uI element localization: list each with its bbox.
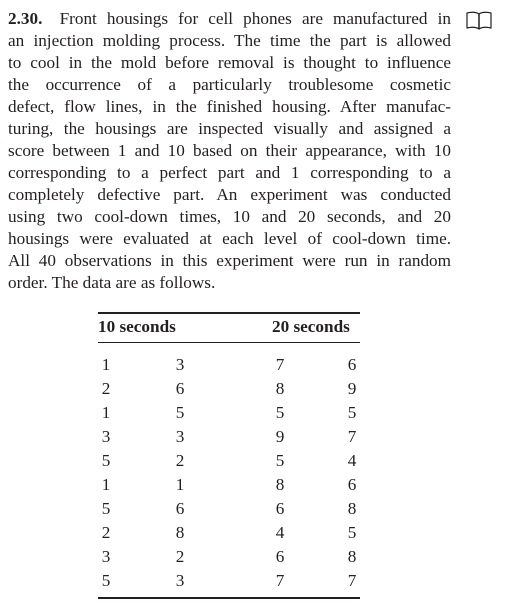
table-cell: 3 [175, 427, 185, 446]
table-bottom-rule [98, 597, 360, 599]
problem-line-text: an injection molding process. The time the part is allowed [8, 31, 451, 50]
problem-line-text: defect, flow lines, in the finished housing. After manufac- [8, 97, 451, 116]
table-cell: 7 [347, 571, 357, 590]
table-cell: 2 [101, 523, 111, 542]
problem-line [8, 52, 451, 74]
table-cell: 3 [175, 355, 185, 374]
table-cell: 6 [347, 475, 357, 494]
table-cell: 6 [347, 355, 357, 374]
table-cell: 1 [175, 475, 185, 494]
table-cell: 3 [175, 571, 185, 590]
problem-line-text: order. The data are as follows. [8, 273, 216, 292]
problem-line-text: corresponding to a perfect part and 1 corresponding to a [8, 163, 451, 182]
table-cell: 5 [101, 451, 111, 470]
table-cell: 5 [347, 403, 357, 422]
table-cell: 9 [275, 427, 285, 446]
problem-line-text: score between 1 and 10 based on their appearance, with 10 [8, 141, 451, 160]
problem-line [8, 228, 451, 250]
table-cell: 2 [101, 379, 111, 398]
problem-line-text: the occurrence of a particularly troublesome cosmetic [8, 75, 451, 94]
table-cell: 4 [347, 451, 357, 470]
header-20-seconds: 20 seconds [272, 317, 350, 336]
table-header-rule [98, 342, 360, 343]
table-cell: 5 [101, 499, 111, 518]
table-cell: 7 [347, 427, 357, 446]
problem-line [8, 74, 451, 96]
problem-number: 2.30. [8, 9, 43, 28]
table-cell: 8 [347, 499, 357, 518]
problem-line-text: turing, the housings are inspected visually and assigned a [8, 119, 451, 138]
table-cell: 2 [175, 547, 185, 566]
problem-line [8, 118, 451, 140]
problem-line-text: completely defective part. An experiment was conducted [8, 185, 451, 204]
problem-line-text: Front housings for cell phones are manufactured in [59, 9, 451, 28]
table-cell: 5 [275, 451, 285, 470]
header-10-seconds: 10 seconds [98, 317, 176, 336]
problem-line-text: All 40 observations in this experiment were run in random [8, 251, 451, 270]
problem-line [8, 30, 451, 52]
table-cell: 8 [275, 475, 285, 494]
table-cell: 3 [101, 547, 111, 566]
table-cell: 5 [347, 523, 357, 542]
table-cell: 3 [101, 427, 111, 446]
table-cell: 6 [275, 499, 285, 518]
table-cell: 6 [275, 547, 285, 566]
table-cell: 9 [347, 379, 357, 398]
table-cell: 7 [275, 571, 285, 590]
table-cell: 6 [175, 499, 185, 518]
table-cell: 1 [101, 475, 111, 494]
table-cell: 5 [275, 403, 285, 422]
problem-line [8, 184, 451, 206]
problem-line [8, 272, 451, 294]
open-book-icon [465, 11, 493, 31]
table-top-rule [98, 312, 360, 314]
problem-line-text: housings were evaluated at each level of cool-down time. [8, 229, 451, 248]
table-cell: 8 [347, 547, 357, 566]
table-cell: 8 [275, 379, 285, 398]
problem-line [8, 162, 451, 184]
table-cell: 2 [175, 451, 185, 470]
problem-line [8, 250, 451, 272]
table-cell: 6 [175, 379, 185, 398]
table-cell: 1 [101, 355, 111, 374]
problem-line-text: to cool in the mold before removal is thought to influence [8, 53, 451, 72]
table-cell: 5 [101, 571, 111, 590]
problem-line-text: using two cool-down times, 10 and 20 seconds, and 20 [8, 207, 451, 226]
table-cell: 1 [101, 403, 111, 422]
table-cell: 8 [175, 523, 185, 542]
table-cell: 4 [275, 523, 285, 542]
problem-line [8, 140, 451, 162]
table-cell: 5 [175, 403, 185, 422]
problem-line [8, 8, 451, 30]
table-cell: 7 [275, 355, 285, 374]
problem-line [8, 206, 451, 228]
problem-text [8, 8, 451, 294]
problem-line [8, 96, 451, 118]
